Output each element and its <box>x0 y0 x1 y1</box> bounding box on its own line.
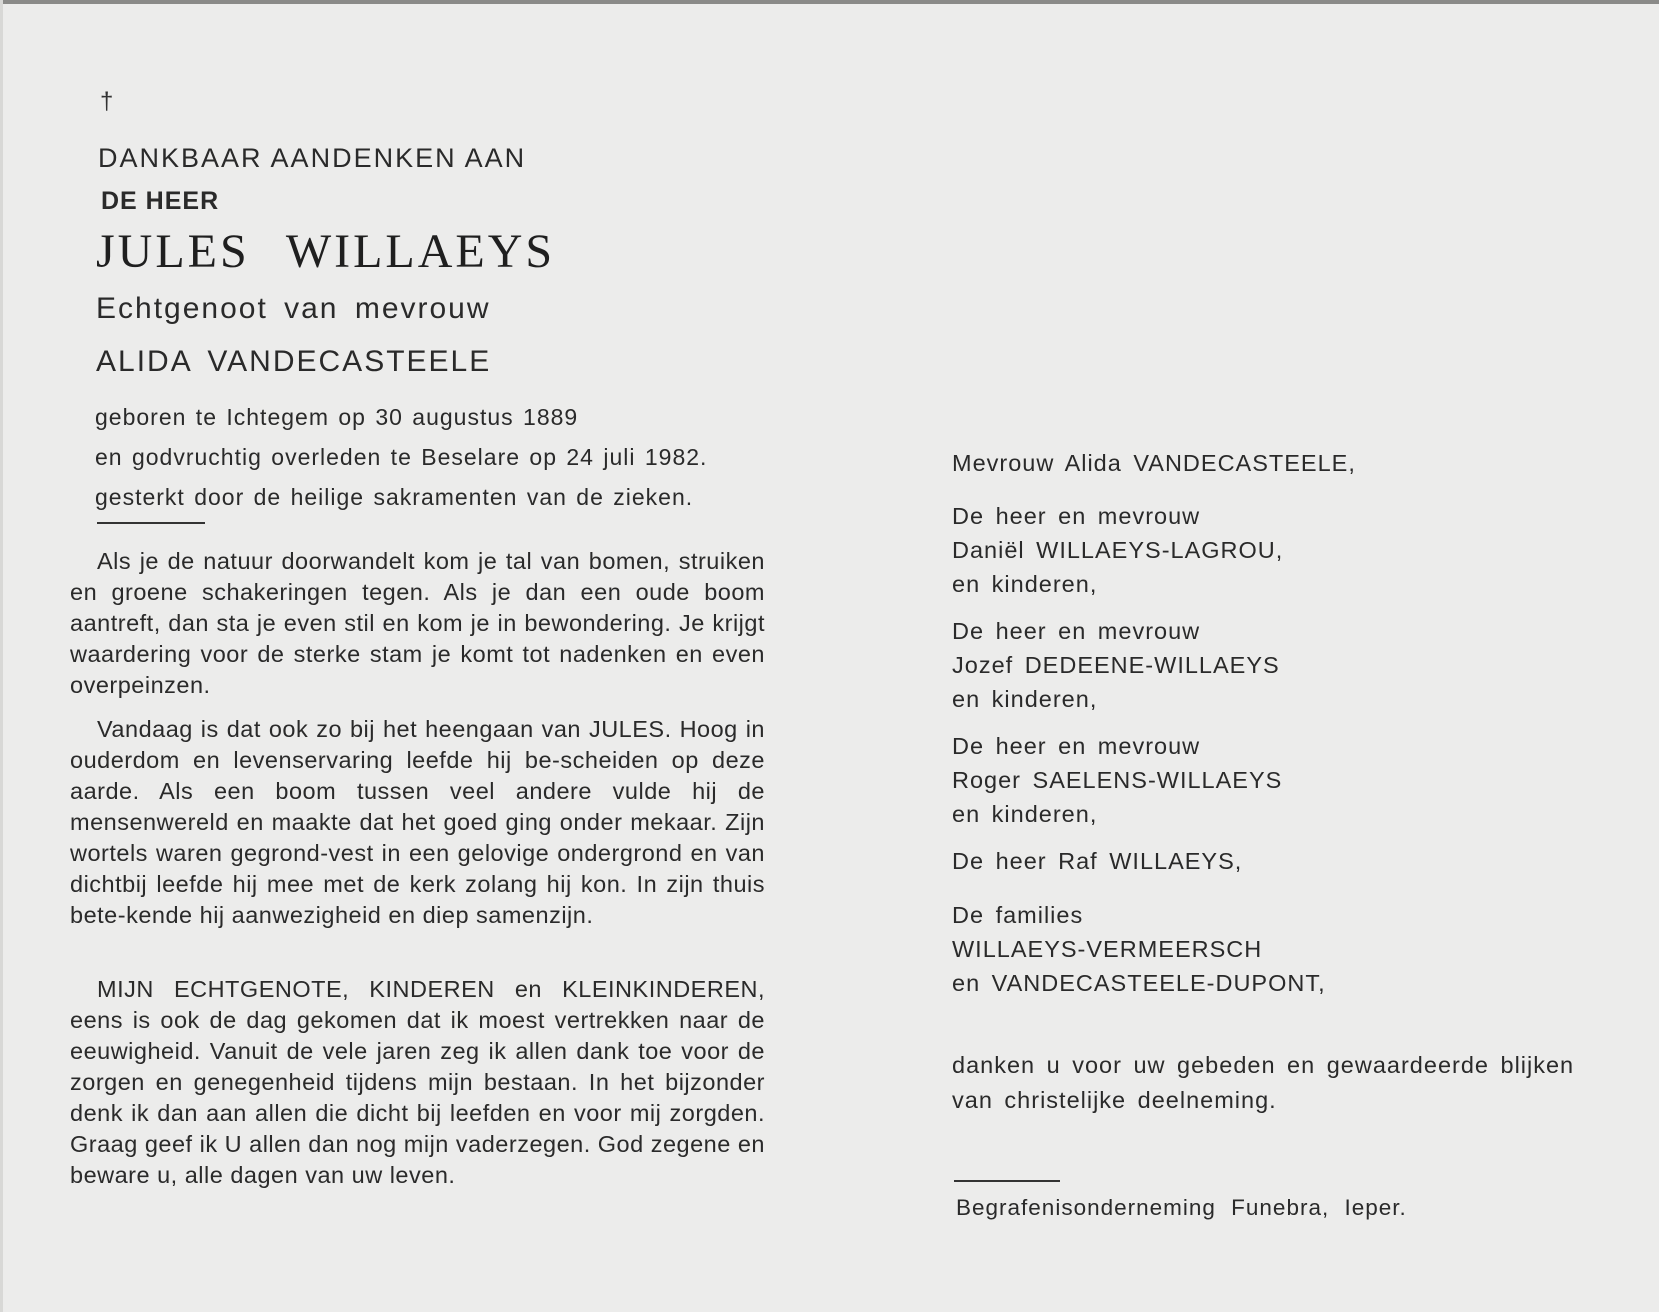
cross-icon: † <box>100 88 114 115</box>
family-group-1-children: en kinderen, <box>952 571 1098 597</box>
divider <box>97 522 205 524</box>
family-group-1-name: Daniël WILLAEYS-LAGROU, <box>952 537 1284 563</box>
divider <box>954 1180 1060 1182</box>
card-left-edge <box>0 0 3 1312</box>
paragraph-farewell: MIJN ECHTGENOTE, KINDEREN en KLEINKINDEREN, eens is ook de dag gekomen dat ik moest vertrekken naar de eeuwigheid. Vanuit de vele jaren zeg ik allen dank toe voor de zorgen en genegenheid tijdens mijn bestaan. In het bijzonder denk ik dan aan allen die dicht bij leefden en voor mij zorgden. Graag geef ik U allen dan nog mijn vaderzegen. God zegene en beware u, alle dagen van uw leven. <box>70 976 765 1188</box>
honorific: DE HEER <box>101 187 220 215</box>
family-group-2-children: en kinderen, <box>952 686 1098 712</box>
spouse-name: ALIDA VANDECASTEELE <box>96 345 492 378</box>
intro-heading: DANKBAAR AANDENKEN AAN <box>98 143 527 173</box>
paragraph-jules: Vandaag is dat ook zo bij het heengaan van JULES. Hoog in ouderdom en levenservaring leefde hij be-scheiden op deze aarde. Als een boom tussen veel andere vulde hij de mensenwereld en maakte dat het goed ging onder mekaar. Zijn wortels waren gegrond-vest in een gelovige ondergrond en van dichtbij leefde hij mee met de kerk zolang hij kon. In zijn thuis bete-kende hij aanwezigheid en diep samenzijn. <box>70 716 765 928</box>
family-group-3-title: De heer en mevrouw <box>952 733 1201 759</box>
family-group-1-title: De heer en mevrouw <box>952 503 1201 529</box>
card-top-edge <box>0 0 1659 4</box>
son-line: De heer Raf WILLAEYS, <box>952 848 1243 874</box>
thanks-line-1: danken u voor uw gebeden en gewaardeerde blijken <box>952 1052 1575 1078</box>
family-group-2-title: De heer en mevrouw <box>952 618 1201 644</box>
families-name-2: en VANDECASTEELE-DUPONT, <box>952 970 1326 996</box>
sacraments-line: gesterkt door de heilige sakramenten van de zieken. <box>95 484 694 510</box>
paragraph-nature: Als je de natuur doorwandelt kom je tal van bomen, struiken en groene schakeringen tegen. Als je dan een oude boom aantreft, dan sta je even stil en kom je in bewondering. Je krijgt waardering voor de sterke stam je komt tot nadenken en even overpeinzen. <box>70 548 765 698</box>
funeral-home: Begrafenisonderneming Funebra, Ieper. <box>956 1195 1407 1220</box>
family-group-2-name: Jozef DEDEENE-WILLAEYS <box>952 652 1280 678</box>
death-line: en godvruchtig overleden te Beselare op 24 juli 1982. <box>95 444 708 470</box>
families-name-1: WILLAEYS-VERMEERSCH <box>952 936 1263 962</box>
families-heading: De families <box>952 902 1084 928</box>
family-group-3-children: en kinderen, <box>952 801 1098 827</box>
family-group-3-name: Roger SAELENS-WILLAEYS <box>952 767 1283 793</box>
thanks-line-2: van christelijke deelneming. <box>952 1087 1277 1113</box>
widow-line: Mevrouw Alida VANDECASTEELE, <box>952 450 1356 476</box>
spouse-relation: Echtgenoot van mevrouw <box>96 292 491 325</box>
birth-line: geboren te Ichtegem op 30 augustus 1889 <box>95 404 579 430</box>
deceased-name: JULES WILLAEYS <box>96 225 556 278</box>
